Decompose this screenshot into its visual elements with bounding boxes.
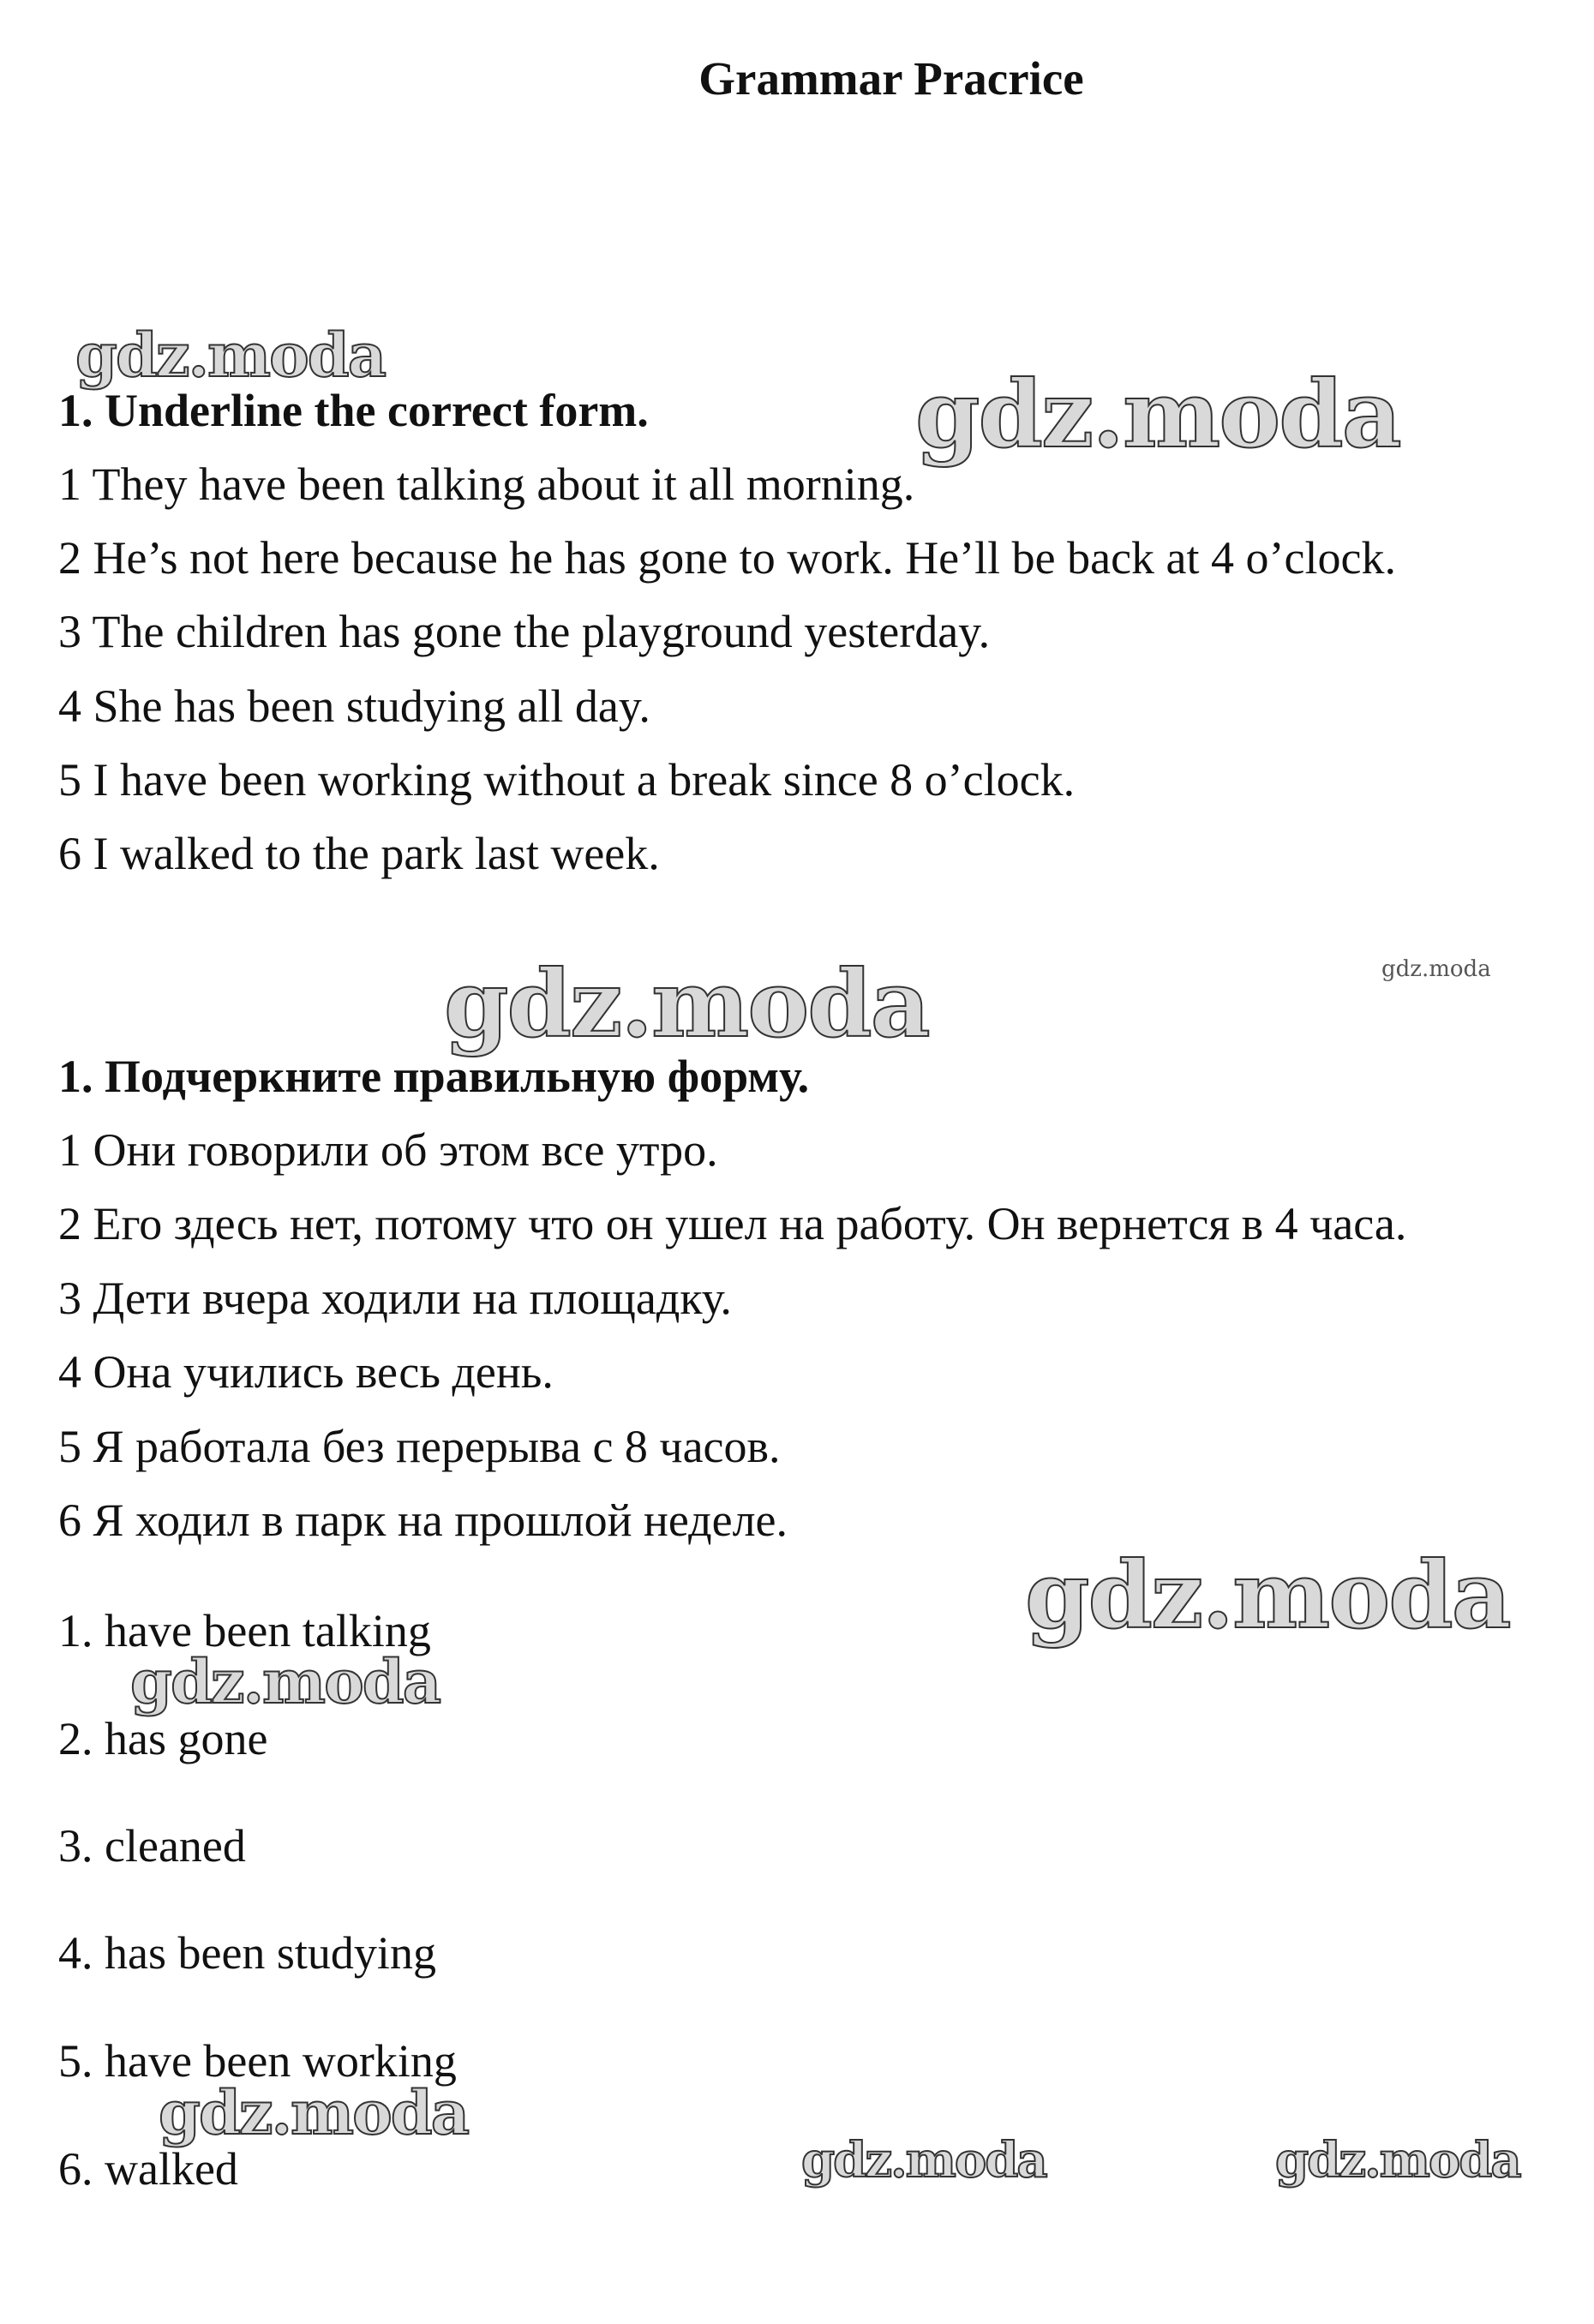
watermark-logo: gdz.moda xyxy=(444,950,929,1058)
exercise-line: 4 Она учились весь день. xyxy=(58,1346,554,1398)
exercise-line: 5 Я работала без перерыва с 8 часов. xyxy=(58,1421,781,1472)
answer-line: 5. have been working xyxy=(58,2035,457,2087)
exercise-heading-english: 1. Underline the correct form. xyxy=(58,385,649,436)
watermark-logo: gdz.moda xyxy=(1275,2132,1520,2189)
exercise-line: 6 I walked to the park last week. xyxy=(58,828,660,879)
exercise-line: 2 Его здесь нет, потому что он ушел на работу. Он вернется в 4 часа. xyxy=(58,1198,1407,1249)
watermark-logo: gdz.moda xyxy=(1025,1542,1510,1650)
exercise-line: 2 He’s not here because he has gone to work. He’ll be back at 4 o’clock. xyxy=(58,532,1396,584)
watermark-logo: gdz.moda xyxy=(130,1646,440,1717)
answer-line: 4. has been studying xyxy=(58,1927,436,1979)
answer-line: 3. cleaned xyxy=(58,1820,246,1872)
watermark-logo: gdz.moda xyxy=(915,361,1400,469)
watermark-logo: gdz.moda xyxy=(75,320,386,391)
exercise-heading-russian: 1. Подчеркните правильную форму. xyxy=(58,1051,810,1102)
watermark-logo: gdz.moda xyxy=(801,2132,1046,2189)
exercise-line: 3 Дети вчера ходили на площадку. xyxy=(58,1273,732,1324)
exercise-line: 6 Я ходил в парк на прошлой неделе. xyxy=(58,1494,788,1546)
page-title: Grammar Pracrice xyxy=(698,52,1084,105)
answer-line: 6. walked xyxy=(58,2143,238,2195)
watermark-logo: gdz.moda xyxy=(1381,956,1491,982)
exercise-line: 5 I have been working without a break since 8 o’clock. xyxy=(58,754,1076,806)
exercise-line: 1 They have been talking about it all morning. xyxy=(58,458,915,510)
answer-line: 1. have been talking xyxy=(58,1605,431,1656)
watermark-logo: gdz.moda xyxy=(159,2077,469,2148)
exercise-line: 1 Они говорили об этом все утро. xyxy=(58,1124,718,1176)
exercise-line: 3 The children has gone the playground yesterday. xyxy=(58,606,991,657)
answer-line: 2. has gone xyxy=(58,1713,268,1764)
exercise-line: 4 She has been studying all day. xyxy=(58,680,650,732)
